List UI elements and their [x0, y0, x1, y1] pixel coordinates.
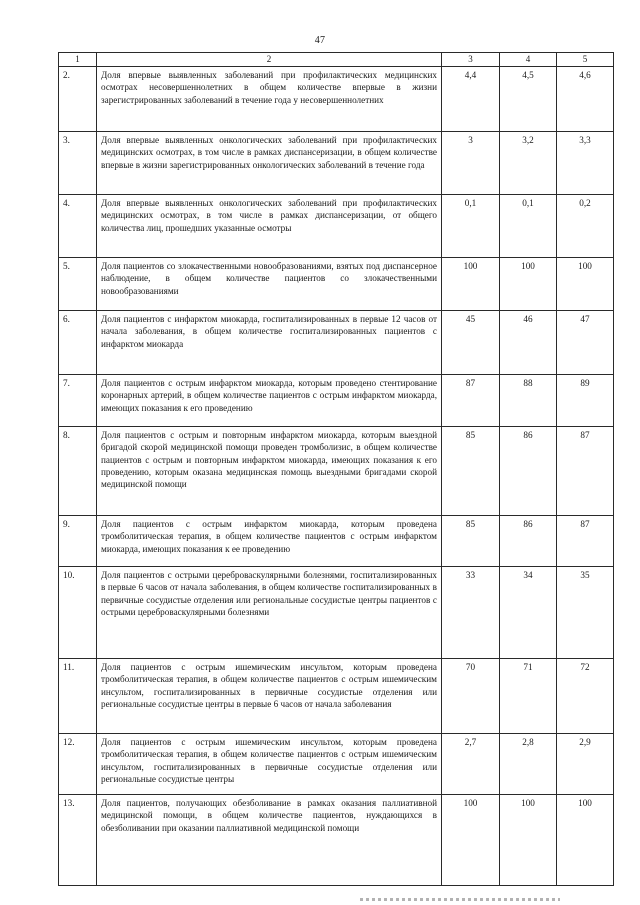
table-row [59, 516, 614, 567]
value-col-5: 89 [557, 375, 614, 427]
value-col-4: 86 [500, 516, 557, 567]
value-col-4: 100 [500, 258, 557, 311]
value-col-3: 3 [442, 132, 500, 195]
value-col-3: 70 [442, 659, 500, 734]
value-col-3: 85 [442, 516, 500, 567]
value-col-3: 87 [442, 375, 500, 427]
value-col-5: 87 [557, 516, 614, 567]
table-row [59, 734, 614, 795]
row-number: 6. [59, 311, 97, 375]
value-col-5: 2,9 [557, 734, 614, 795]
page-number: 47 [314, 35, 326, 46]
value-col-5: 72 [557, 659, 614, 734]
value-col-3: 33 [442, 567, 500, 659]
indicators-table [58, 52, 614, 886]
value-col-4: 0,1 [500, 195, 557, 258]
indicator-text: Доля пациентов со злокачественными новообразованиями, взятых под диспансерное наблюдение, в общем количестве пациентов со злокачественными новообразованиями [97, 258, 442, 311]
scan-artifact [360, 898, 560, 901]
indicator-text: Доля пациентов с острым ишемическим инсультом, которым проведена тромболитическая терапия, в общем количестве пациентов с острым ишемическим инсультом, госпитализированных в первичные сосудистые отделения или региональные сосудистые центры [97, 734, 442, 795]
row-number: 4. [59, 195, 97, 258]
column-header: 1 [59, 53, 97, 67]
value-col-4: 2,8 [500, 734, 557, 795]
table-row [59, 132, 614, 195]
indicator-text: Доля пациентов с острым инфарктом миокарда, которым проведено стентирование коронарных артерий, в общем количестве пациентов с острым инфарктом миокарда, имеющих показания к его проведению [97, 375, 442, 427]
row-number: 2. [59, 67, 97, 132]
table-row [59, 195, 614, 258]
indicator-text: Доля впервые выявленных онкологических заболеваний при профилактических медицинских осмотрах, в том числе в рамках диспансеризации, в общем количестве впервые в жизни зарегистрированных онкологических заболеваний в течение года [97, 132, 442, 195]
value-col-4: 86 [500, 427, 557, 516]
row-number: 8. [59, 427, 97, 516]
value-col-3: 4,4 [442, 67, 500, 132]
value-col-3: 100 [442, 795, 500, 886]
column-header: 5 [557, 53, 614, 67]
indicator-text: Доля пациентов, получающих обезболивание в рамках оказания паллиативной медицинской помощи, в общем количестве пациентов, нуждающихся в обезболивании при оказании паллиативной медицинской помощи [97, 795, 442, 886]
column-header: 4 [500, 53, 557, 67]
table-row [59, 258, 614, 311]
value-col-5: 100 [557, 795, 614, 886]
value-col-3: 45 [442, 311, 500, 375]
value-col-4: 100 [500, 795, 557, 886]
value-col-4: 34 [500, 567, 557, 659]
row-number: 3. [59, 132, 97, 195]
value-col-4: 3,2 [500, 132, 557, 195]
indicator-text: Доля пациентов с острым инфарктом миокарда, которым проведена тромболитическая терапия, в общем количестве пациентов с острым инфарктом миокарда, имеющих показания к ее проведению [97, 516, 442, 567]
indicator-text: Доля впервые выявленных заболеваний при профилактических медицинских осмотрах несовершеннолетних в общем количестве впервые в жизни зарегистрированных заболеваний в течение года у несовершеннолетних [97, 67, 442, 132]
value-col-5: 0,2 [557, 195, 614, 258]
indicator-text: Доля пациентов с инфарктом миокарда, госпитализированных в первые 12 часов от начала заболевания, в общем количестве госпитализированных пациентов с инфарктом миокарда [97, 311, 442, 375]
row-number: 11. [59, 659, 97, 734]
value-col-3: 100 [442, 258, 500, 311]
value-col-5: 100 [557, 258, 614, 311]
indicator-text: Доля пациентов с острым ишемическим инсультом, которым проведена тромболитическая терапия, в общем количестве пациентов с острым ишемическим инсультом, госпитализированных в первичные сосудистые отделения или региональные сосудистые центры в первые 6 часов от начала заболевания [97, 659, 442, 734]
value-col-3: 0,1 [442, 195, 500, 258]
indicator-text: Доля пациентов с острыми цереброваскулярными болезнями, госпитализированных в первые 6 часов от начала заболевания, в общем количестве госпитализированных в первичные сосудистые отделения или региональные сосудистые центры пациентов с острыми цереброваскулярными болезнями [97, 567, 442, 659]
row-number: 12. [59, 734, 97, 795]
value-col-4: 46 [500, 311, 557, 375]
table-row [59, 795, 614, 886]
indicator-text: Доля впервые выявленных онкологических заболеваний при профилактических медицинских осмотрах, в том числе в рамках диспансеризации, от общего количества лиц, прошедших указанные осмотры [97, 195, 442, 258]
value-col-5: 87 [557, 427, 614, 516]
row-number: 10. [59, 567, 97, 659]
value-col-3: 2,7 [442, 734, 500, 795]
value-col-5: 4,6 [557, 67, 614, 132]
table-row [59, 311, 614, 375]
table-header-row [59, 53, 614, 67]
value-col-5: 35 [557, 567, 614, 659]
table-row [59, 567, 614, 659]
table-row [59, 427, 614, 516]
value-col-3: 85 [442, 427, 500, 516]
value-col-4: 4,5 [500, 67, 557, 132]
row-number: 9. [59, 516, 97, 567]
table-row [59, 67, 614, 132]
table-row [59, 375, 614, 427]
value-col-4: 71 [500, 659, 557, 734]
value-col-5: 3,3 [557, 132, 614, 195]
indicator-text: Доля пациентов с острым и повторным инфарктом миокарда, которым выездной бригадой скорой медицинской помощи проведен тромболизис, в общем количестве пациентов с острым и повторным инфарктом миокарда, имеющих показания к его проведению, которым оказана медицинская помощь выездными бригадами скорой медицинской помощи [97, 427, 442, 516]
column-header: 3 [442, 53, 500, 67]
row-number: 7. [59, 375, 97, 427]
value-col-5: 47 [557, 311, 614, 375]
column-header: 2 [97, 53, 442, 67]
value-col-4: 88 [500, 375, 557, 427]
row-number: 5. [59, 258, 97, 311]
table-row [59, 659, 614, 734]
row-number: 13. [59, 795, 97, 886]
